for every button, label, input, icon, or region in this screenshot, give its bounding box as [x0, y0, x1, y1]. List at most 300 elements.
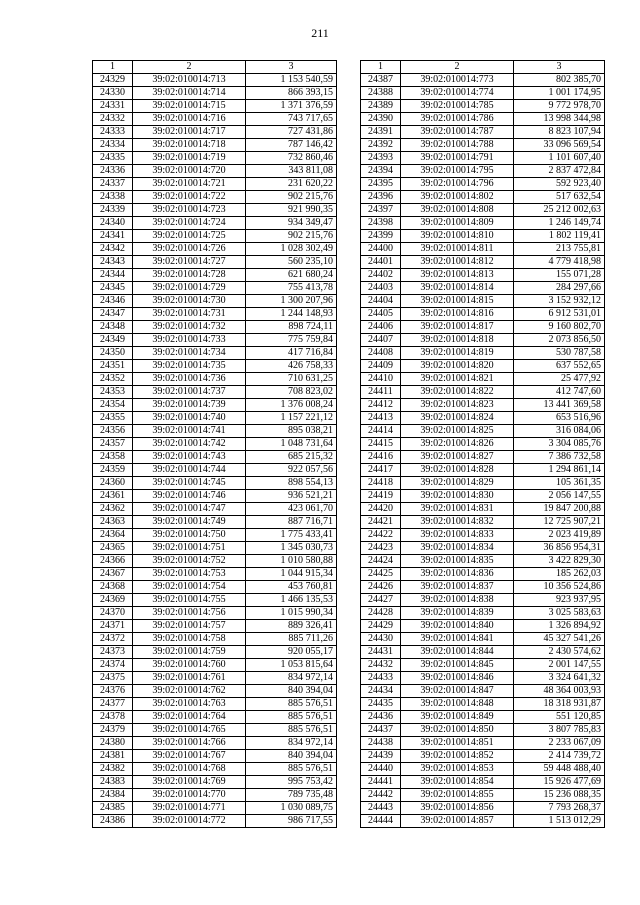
cadastral-number-cell: 39:02:010014:821	[401, 373, 514, 386]
header-row	[361, 61, 605, 74]
table-row	[361, 542, 605, 555]
value-cell: 710 631,25	[246, 373, 337, 386]
value-cell: 1 030 089,75	[246, 802, 337, 815]
value-cell: 936 521,21	[246, 490, 337, 503]
row-number-cell: 24395	[361, 178, 401, 191]
value-cell: 3 304 085,76	[514, 438, 605, 451]
value-cell: 1 053 815,64	[246, 659, 337, 672]
row-number-cell: 24367	[93, 568, 133, 581]
table-row	[93, 763, 337, 776]
row-number-cell: 24411	[361, 386, 401, 399]
table-row	[93, 568, 337, 581]
table-row	[93, 698, 337, 711]
row-number-cell: 24396	[361, 191, 401, 204]
value-cell: 986 717,55	[246, 815, 337, 828]
cadastral-number-cell: 39:02:010014:809	[401, 217, 514, 230]
cadastral-number-cell: 39:02:010014:811	[401, 243, 514, 256]
value-cell: 775 759,84	[246, 334, 337, 347]
value-cell: 3 025 583,63	[514, 607, 605, 620]
table-row	[93, 451, 337, 464]
table-row	[93, 555, 337, 568]
table-row	[93, 477, 337, 490]
table-row	[93, 659, 337, 672]
row-number-cell: 24382	[93, 763, 133, 776]
row-number-cell: 24401	[361, 256, 401, 269]
value-cell: 1 345 030,73	[246, 542, 337, 555]
value-cell: 802 385,70	[514, 74, 605, 87]
value-cell: 15 236 088,35	[514, 789, 605, 802]
value-cell: 1 157 221,12	[246, 412, 337, 425]
row-number-cell: 24371	[93, 620, 133, 633]
cadastral-number-cell: 39:02:010014:723	[133, 204, 246, 217]
row-number-cell: 24369	[93, 594, 133, 607]
value-cell: 708 823,02	[246, 386, 337, 399]
cadastral-number-cell: 39:02:010014:802	[401, 191, 514, 204]
table-row	[361, 555, 605, 568]
row-number-cell: 24429	[361, 620, 401, 633]
table-row	[361, 503, 605, 516]
row-number-cell: 24383	[93, 776, 133, 789]
value-cell: 2 233 067,09	[514, 737, 605, 750]
table-row	[93, 74, 337, 87]
table-row	[93, 711, 337, 724]
cadastral-number-cell: 39:02:010014:844	[401, 646, 514, 659]
row-number-cell: 24351	[93, 360, 133, 373]
table-row	[93, 620, 337, 633]
table-row	[361, 620, 605, 633]
row-number-cell: 24387	[361, 74, 401, 87]
row-number-cell: 24331	[93, 100, 133, 113]
table-row	[361, 113, 605, 126]
table-row	[361, 789, 605, 802]
column-header-2: 2	[401, 61, 514, 74]
cadastral-number-cell: 39:02:010014:713	[133, 74, 246, 87]
value-cell: 2 023 419,89	[514, 529, 605, 542]
cadastral-number-cell: 39:02:010014:755	[133, 594, 246, 607]
table-row	[93, 373, 337, 386]
cadastral-number-cell: 39:02:010014:732	[133, 321, 246, 334]
row-number-cell: 24415	[361, 438, 401, 451]
row-number-cell: 24385	[93, 802, 133, 815]
row-number-cell: 24405	[361, 308, 401, 321]
row-number-cell: 24443	[361, 802, 401, 815]
table-row	[361, 568, 605, 581]
row-number-cell: 24412	[361, 399, 401, 412]
value-cell: 517 632,54	[514, 191, 605, 204]
cadastral-number-cell: 39:02:010014:816	[401, 308, 514, 321]
cadastral-number-cell: 39:02:010014:785	[401, 100, 514, 113]
column-header-1: 1	[93, 61, 133, 74]
row-number-cell: 24355	[93, 412, 133, 425]
table-row	[361, 308, 605, 321]
cadastral-number-cell: 39:02:010014:725	[133, 230, 246, 243]
cadastral-number-cell: 39:02:010014:715	[133, 100, 246, 113]
row-number-cell: 24347	[93, 308, 133, 321]
table-row	[361, 74, 605, 87]
table-row	[93, 685, 337, 698]
value-cell: 343 811,08	[246, 165, 337, 178]
table-row	[361, 672, 605, 685]
value-cell: 1 775 433,41	[246, 529, 337, 542]
row-number-cell: 24420	[361, 503, 401, 516]
table-row	[93, 412, 337, 425]
table-row	[361, 217, 605, 230]
cadastral-number-cell: 39:02:010014:769	[133, 776, 246, 789]
table-row	[361, 477, 605, 490]
table-row	[361, 646, 605, 659]
value-cell: 922 057,56	[246, 464, 337, 477]
cadastral-number-cell: 39:02:010014:751	[133, 542, 246, 555]
table-row	[93, 113, 337, 126]
row-number-cell: 24397	[361, 204, 401, 217]
table-row	[361, 724, 605, 737]
value-cell: 1 294 861,14	[514, 464, 605, 477]
value-cell: 1 048 731,64	[246, 438, 337, 451]
cadastral-number-cell: 39:02:010014:770	[133, 789, 246, 802]
header-row	[93, 61, 337, 74]
cadastral-number-cell: 39:02:010014:744	[133, 464, 246, 477]
row-number-cell: 24393	[361, 152, 401, 165]
cadastral-number-cell: 39:02:010014:727	[133, 256, 246, 269]
table-row	[93, 360, 337, 373]
row-number-cell: 24373	[93, 646, 133, 659]
value-cell: 1 101 607,40	[514, 152, 605, 165]
cadastral-number-cell: 39:02:010014:795	[401, 165, 514, 178]
row-number-cell: 24428	[361, 607, 401, 620]
table-row	[361, 373, 605, 386]
value-cell: 25 212 002,63	[514, 204, 605, 217]
cadastral-number-cell: 39:02:010014:766	[133, 737, 246, 750]
table-row	[93, 529, 337, 542]
cadastral-number-cell: 39:02:010014:720	[133, 165, 246, 178]
row-number-cell: 24430	[361, 633, 401, 646]
value-cell: 59 448 488,40	[514, 763, 605, 776]
row-number-cell: 24374	[93, 659, 133, 672]
table-row	[93, 438, 337, 451]
table-row	[361, 685, 605, 698]
table-row	[93, 464, 337, 477]
value-cell: 10 356 524,86	[514, 581, 605, 594]
value-cell: 3 152 932,12	[514, 295, 605, 308]
row-number-cell: 24386	[93, 815, 133, 828]
value-cell: 185 262,03	[514, 568, 605, 581]
row-number-cell: 24400	[361, 243, 401, 256]
cadastral-number-cell: 39:02:010014:758	[133, 633, 246, 646]
value-cell: 885 711,26	[246, 633, 337, 646]
row-number-cell: 24390	[361, 113, 401, 126]
row-number-cell: 24361	[93, 490, 133, 503]
cadastral-number-cell: 39:02:010014:752	[133, 555, 246, 568]
cadastral-number-cell: 39:02:010014:851	[401, 737, 514, 750]
row-number-cell: 24436	[361, 711, 401, 724]
row-number-cell: 24389	[361, 100, 401, 113]
cadastral-number-cell: 39:02:010014:721	[133, 178, 246, 191]
value-cell: 1 802 119,41	[514, 230, 605, 243]
cadastral-number-cell: 39:02:010014:747	[133, 503, 246, 516]
table-row	[361, 490, 605, 503]
value-cell: 885 576,51	[246, 763, 337, 776]
value-cell: 9 160 802,70	[514, 321, 605, 334]
value-cell: 898 724,11	[246, 321, 337, 334]
cadastral-number-cell: 39:02:010014:718	[133, 139, 246, 152]
value-cell: 9 772 978,70	[514, 100, 605, 113]
row-number-cell: 24414	[361, 425, 401, 438]
table-row	[93, 152, 337, 165]
value-cell: 453 760,81	[246, 581, 337, 594]
table-row	[93, 204, 337, 217]
cadastral-number-cell: 39:02:010014:820	[401, 360, 514, 373]
value-cell: 231 620,22	[246, 178, 337, 191]
table-row	[93, 633, 337, 646]
table-row	[361, 815, 605, 828]
table-row	[93, 724, 337, 737]
row-number-cell: 24365	[93, 542, 133, 555]
table-row	[361, 607, 605, 620]
table-row	[361, 100, 605, 113]
value-cell: 685 215,32	[246, 451, 337, 464]
value-cell: 155 071,28	[514, 269, 605, 282]
row-number-cell: 24333	[93, 126, 133, 139]
row-number-cell: 24380	[93, 737, 133, 750]
cadastral-number-cell: 39:02:010014:846	[401, 672, 514, 685]
cadastral-number-cell: 39:02:010014:824	[401, 412, 514, 425]
cadastral-number-cell: 39:02:010014:852	[401, 750, 514, 763]
row-number-cell: 24418	[361, 477, 401, 490]
row-number-cell: 24336	[93, 165, 133, 178]
cadastral-number-cell: 39:02:010014:772	[133, 815, 246, 828]
table-row	[93, 802, 337, 815]
table-row	[93, 672, 337, 685]
table-row	[93, 347, 337, 360]
table-row	[93, 594, 337, 607]
value-cell: 2 414 739,72	[514, 750, 605, 763]
table-row	[93, 243, 337, 256]
cadastral-number-cell: 39:02:010014:815	[401, 295, 514, 308]
cadastral-number-cell: 39:02:010014:764	[133, 711, 246, 724]
value-cell: 13 998 344,98	[514, 113, 605, 126]
cadastral-number-cell: 39:02:010014:788	[401, 139, 514, 152]
table-row	[361, 425, 605, 438]
row-number-cell: 24413	[361, 412, 401, 425]
cadastral-number-cell: 39:02:010014:761	[133, 672, 246, 685]
table-row	[361, 152, 605, 165]
cadastral-number-cell: 39:02:010014:810	[401, 230, 514, 243]
row-number-cell: 24421	[361, 516, 401, 529]
cadastral-number-cell: 39:02:010014:818	[401, 334, 514, 347]
row-number-cell: 24377	[93, 698, 133, 711]
value-cell: 1 028 302,49	[246, 243, 337, 256]
cadastral-number-cell: 39:02:010014:847	[401, 685, 514, 698]
value-cell: 1 246 149,74	[514, 217, 605, 230]
row-number-cell: 24362	[93, 503, 133, 516]
value-cell: 789 735,48	[246, 789, 337, 802]
cadastral-number-cell: 39:02:010014:854	[401, 776, 514, 789]
row-number-cell: 24354	[93, 399, 133, 412]
row-number-cell: 24378	[93, 711, 133, 724]
row-number-cell: 24372	[93, 633, 133, 646]
row-number-cell: 24358	[93, 451, 133, 464]
right-table-body	[361, 61, 605, 828]
row-number-cell: 24407	[361, 334, 401, 347]
cadastral-number-cell: 39:02:010014:832	[401, 516, 514, 529]
value-cell: 426 758,33	[246, 360, 337, 373]
row-number-cell: 24348	[93, 321, 133, 334]
cadastral-number-cell: 39:02:010014:734	[133, 347, 246, 360]
table-row	[93, 516, 337, 529]
cadastral-number-cell: 39:02:010014:765	[133, 724, 246, 737]
cadastral-number-cell: 39:02:010014:745	[133, 477, 246, 490]
table-row	[93, 165, 337, 178]
row-number-cell: 24343	[93, 256, 133, 269]
table-row	[93, 581, 337, 594]
cadastral-number-cell: 39:02:010014:848	[401, 698, 514, 711]
table-row	[361, 321, 605, 334]
value-cell: 653 516,96	[514, 412, 605, 425]
value-cell: 25 477,92	[514, 373, 605, 386]
row-number-cell: 24441	[361, 776, 401, 789]
cadastral-number-cell: 39:02:010014:746	[133, 490, 246, 503]
value-cell: 7 793 268,37	[514, 802, 605, 815]
table-row	[93, 217, 337, 230]
table-row	[93, 334, 337, 347]
value-cell: 895 038,21	[246, 425, 337, 438]
row-number-cell: 24424	[361, 555, 401, 568]
row-number-cell: 24435	[361, 698, 401, 711]
value-cell: 755 413,78	[246, 282, 337, 295]
cadastral-number-cell: 39:02:010014:834	[401, 542, 514, 555]
table-row	[93, 308, 337, 321]
cadastral-number-cell: 39:02:010014:849	[401, 711, 514, 724]
row-number-cell: 24352	[93, 373, 133, 386]
cadastral-number-cell: 39:02:010014:829	[401, 477, 514, 490]
cadastral-number-cell: 39:02:010014:827	[401, 451, 514, 464]
row-number-cell: 24342	[93, 243, 133, 256]
value-cell: 33 096 569,54	[514, 139, 605, 152]
cadastral-number-cell: 39:02:010014:823	[401, 399, 514, 412]
table-row	[361, 438, 605, 451]
table-row	[361, 750, 605, 763]
row-number-cell: 24444	[361, 815, 401, 828]
cadastral-number-cell: 39:02:010014:756	[133, 607, 246, 620]
cadastral-number-cell: 39:02:010014:726	[133, 243, 246, 256]
table-row	[93, 282, 337, 295]
row-number-cell: 24398	[361, 217, 401, 230]
cadastral-number-cell: 39:02:010014:837	[401, 581, 514, 594]
value-cell: 834 972,14	[246, 672, 337, 685]
value-cell: 8 823 107,94	[514, 126, 605, 139]
value-cell: 1 244 148,93	[246, 308, 337, 321]
cadastral-number-cell: 39:02:010014:835	[401, 555, 514, 568]
value-cell: 592 923,40	[514, 178, 605, 191]
value-cell: 36 856 954,31	[514, 542, 605, 555]
cadastral-number-cell: 39:02:010014:742	[133, 438, 246, 451]
cadastral-number-cell: 39:02:010014:839	[401, 607, 514, 620]
value-cell: 551 120,85	[514, 711, 605, 724]
row-number-cell: 24332	[93, 113, 133, 126]
row-number-cell: 24381	[93, 750, 133, 763]
row-number-cell: 24409	[361, 360, 401, 373]
cadastral-number-cell: 39:02:010014:855	[401, 789, 514, 802]
table-row	[93, 399, 337, 412]
value-cell: 2 430 574,62	[514, 646, 605, 659]
cadastral-number-cell: 39:02:010014:831	[401, 503, 514, 516]
value-cell: 637 552,65	[514, 360, 605, 373]
value-cell: 2 073 856,50	[514, 334, 605, 347]
cadastral-number-cell: 39:02:010014:733	[133, 334, 246, 347]
table-row	[93, 542, 337, 555]
table-row	[93, 737, 337, 750]
row-number-cell: 24439	[361, 750, 401, 763]
value-cell: 1 153 540,59	[246, 74, 337, 87]
table-row	[93, 87, 337, 100]
value-cell: 423 061,70	[246, 503, 337, 516]
value-cell: 923 937,95	[514, 594, 605, 607]
row-number-cell: 24360	[93, 477, 133, 490]
row-number-cell: 24410	[361, 373, 401, 386]
table-row	[361, 659, 605, 672]
value-cell: 934 349,47	[246, 217, 337, 230]
cadastral-number-cell: 39:02:010014:719	[133, 152, 246, 165]
cadastral-number-cell: 39:02:010014:714	[133, 87, 246, 100]
row-number-cell: 24337	[93, 178, 133, 191]
value-cell: 3 422 829,30	[514, 555, 605, 568]
table-row	[93, 295, 337, 308]
cadastral-number-cell: 39:02:010014:762	[133, 685, 246, 698]
value-cell: 2 001 147,55	[514, 659, 605, 672]
row-number-cell: 24402	[361, 269, 401, 282]
table-row	[361, 386, 605, 399]
cadastral-number-cell: 39:02:010014:763	[133, 698, 246, 711]
cadastral-number-cell: 39:02:010014:739	[133, 399, 246, 412]
value-cell: 1 466 135,53	[246, 594, 337, 607]
left-table-body	[93, 61, 337, 828]
table-row	[93, 178, 337, 191]
row-number-cell: 24339	[93, 204, 133, 217]
value-cell: 902 215,76	[246, 230, 337, 243]
value-cell: 866 393,15	[246, 87, 337, 100]
value-cell: 787 146,42	[246, 139, 337, 152]
value-cell: 840 394,04	[246, 750, 337, 763]
row-number-cell: 24344	[93, 269, 133, 282]
value-cell: 530 787,58	[514, 347, 605, 360]
table-row	[361, 594, 605, 607]
cadastral-number-cell: 39:02:010014:750	[133, 529, 246, 542]
table-row	[361, 256, 605, 269]
row-number-cell: 24334	[93, 139, 133, 152]
table-row	[361, 204, 605, 217]
table-row	[361, 282, 605, 295]
table-row	[361, 399, 605, 412]
value-cell: 921 990,35	[246, 204, 337, 217]
table-row	[361, 87, 605, 100]
table-row	[93, 490, 337, 503]
cadastral-number-cell: 39:02:010014:760	[133, 659, 246, 672]
left-table	[92, 60, 337, 828]
cadastral-number-cell: 39:02:010014:841	[401, 633, 514, 646]
row-number-cell: 24388	[361, 87, 401, 100]
value-cell: 885 576,51	[246, 698, 337, 711]
table-row	[361, 451, 605, 464]
row-number-cell: 24431	[361, 646, 401, 659]
value-cell: 1 300 207,96	[246, 295, 337, 308]
page-number: 211	[311, 26, 329, 40]
value-cell: 885 576,51	[246, 724, 337, 737]
table-row	[361, 243, 605, 256]
value-cell: 18 318 931,87	[514, 698, 605, 711]
row-number-cell: 24427	[361, 594, 401, 607]
cadastral-number-cell: 39:02:010014:722	[133, 191, 246, 204]
cadastral-number-cell: 39:02:010014:728	[133, 269, 246, 282]
